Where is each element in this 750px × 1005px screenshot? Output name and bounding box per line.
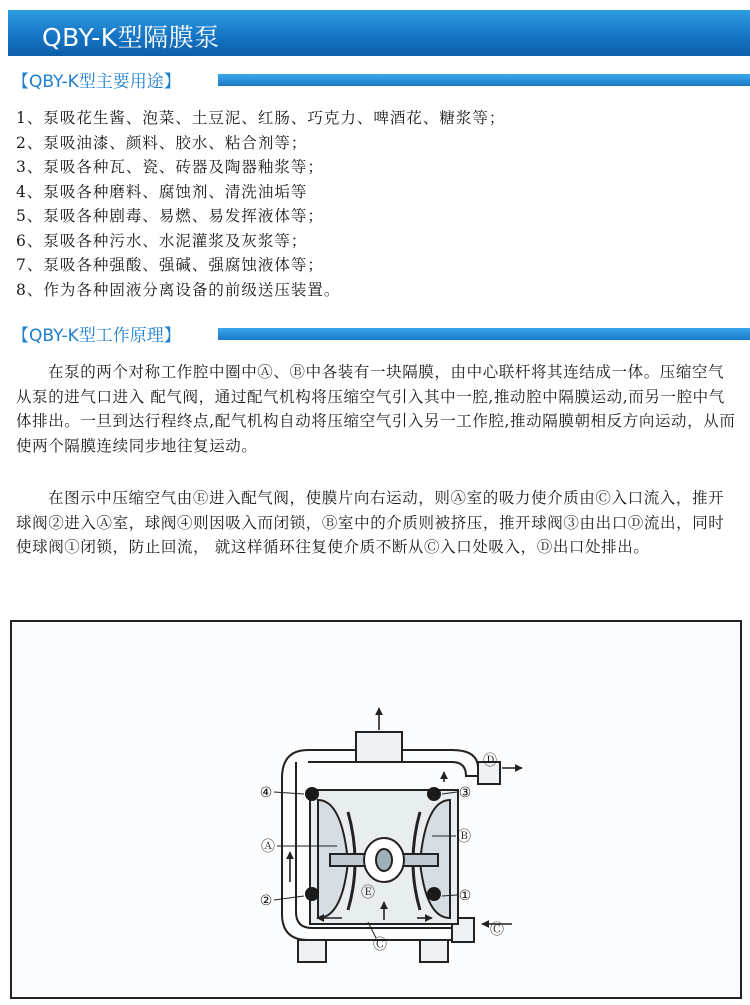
section-rule: [218, 74, 750, 86]
section-header-uses: [8, 66, 750, 94]
outlet-port-top: [356, 732, 402, 762]
principle-paragraph-2: 在图示中压缩空气由Ⓔ进入配气阀，使膜片向右运动，则Ⓐ室的吸力使介质由Ⓒ入口流入，推开球阀②进入Ⓐ室，球阀④则因吸入而闭锁，Ⓑ室中的介质则被挤压，推开球阀③由出口Ⓓ流出，同时使球阀①闭锁，防止回流， 就这样循环往复使介质不断从Ⓒ入口处吸入，Ⓓ出口处排出。: [16, 489, 725, 556]
label-valve-2: ②: [259, 893, 273, 909]
section-rule: [218, 328, 750, 340]
ball-valve-1: [427, 887, 441, 901]
pump-diagram: [10, 620, 742, 999]
list-item: 5、泵吸各种剧毒、易燃、易发挥液体等；: [16, 207, 324, 225]
label-air-e: Ⓔ: [361, 885, 375, 901]
label-chamber-a: Ⓐ: [261, 839, 275, 855]
list-item: 1、泵吸花生酱、泡菜、土豆泥、红肠、巧克力、啤酒花、糖浆等；: [16, 109, 506, 127]
title-bar: [8, 10, 750, 56]
label-chamber-b: Ⓑ: [457, 829, 471, 845]
ball-valve-2: [305, 887, 319, 901]
list-item: 6、泵吸各种污水、水泥灌浆及灰浆等；: [16, 231, 308, 250]
uses-list: [16, 106, 505, 302]
label-inlet-c-bottom: Ⓒ: [373, 937, 387, 953]
label-valve-1: ①: [458, 888, 472, 904]
principle-paragraph-1: 在泵的两个对称工作腔中圈中Ⓐ、Ⓑ中各装有一块隔膜，由中心联杆将其连结成一体。压缩空气从泵的进气口进入 配气阀，通过配气机构将压缩空气引入其中一腔,推动腔中隔膜运动,而另一腔中气体排出。一旦到达行程终点,配气机构自动将压缩空气引入另一工作腔,推动隔膜朝相反方向运动，从而使两个隔膜连续同步地往复运动。: [16, 363, 736, 455]
label-outlet-d: Ⓓ: [483, 753, 497, 769]
list-item: 3、泵吸各种瓦、瓷、砖器及陶器釉浆等；: [16, 158, 324, 176]
page-title: QBY-K型隔膜泵: [42, 23, 220, 52]
label-valve-4: ④: [259, 785, 273, 801]
label-inlet-c-right: Ⓒ: [490, 922, 504, 938]
label-valve-3: ③: [458, 785, 472, 801]
list-item: 8、作为各种固液分离设备的前级送压装置。: [16, 280, 341, 299]
pump-diagram-drawing: [12, 622, 740, 997]
ball-valve-4: [305, 787, 319, 801]
list-item: 2、泵吸油漆、颜料、胶水、粘合剂等；: [16, 133, 308, 152]
list-item: 4、泵吸各种磨料、腐蚀剂、清洗油垢等: [16, 182, 308, 201]
section-header-principle: [8, 320, 750, 348]
ball-valve-3: [427, 787, 441, 801]
section-title-principle: 【QBY-K型工作原理】: [12, 326, 181, 346]
list-item: 7、泵吸各种强酸、强碱、强腐蚀液体等；: [16, 256, 324, 274]
section-title-uses: 【QBY-K型主要用途】: [12, 72, 181, 92]
